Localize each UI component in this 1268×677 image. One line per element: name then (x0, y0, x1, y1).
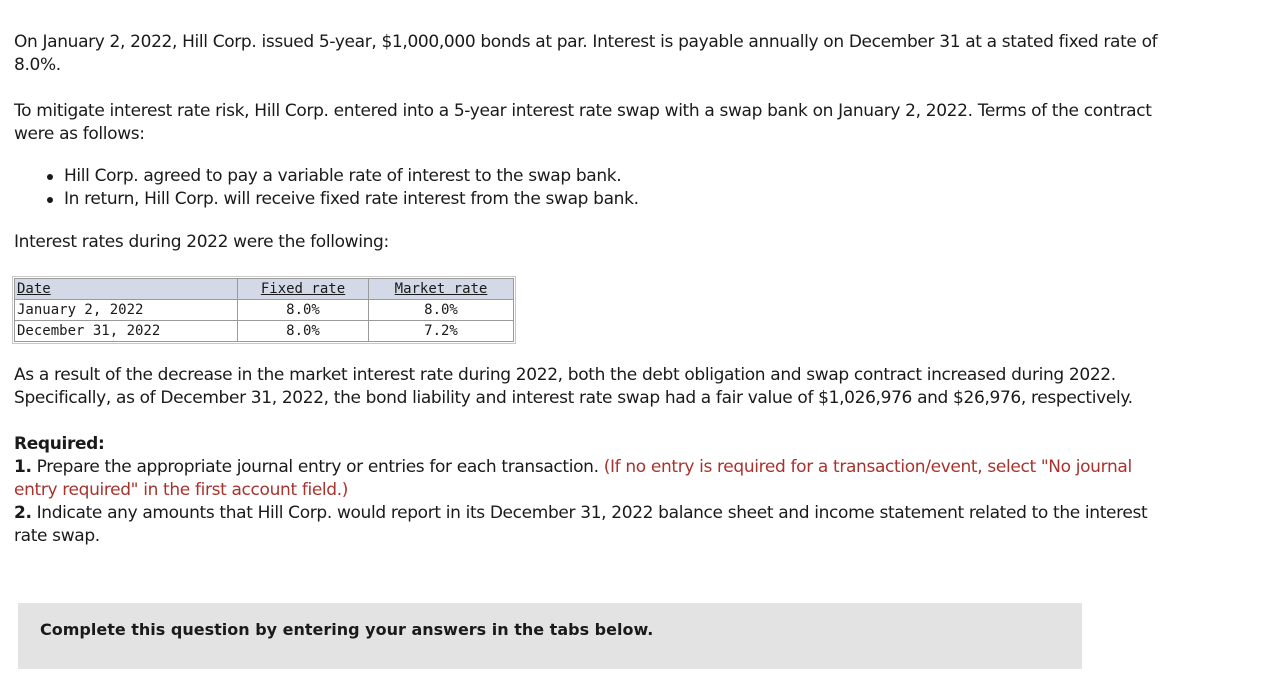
cell-market-rate: 8.0% (369, 300, 514, 321)
question-content (14, 31, 1174, 548)
swap-term-item: In return, Hill Corp. will receive fixed rate interest from the swap bank. (64, 188, 1174, 211)
column-header-fixed-rate: Fixed rate (238, 279, 369, 300)
required-title: Required: (14, 434, 105, 454)
required-item-number: 2. (14, 503, 32, 523)
cell-date: January 2, 2022 (15, 300, 238, 321)
required-item-1 (14, 456, 1174, 502)
cell-fixed-rate: 8.0% (238, 300, 369, 321)
result-paragraph: As a result of the decrease in the market interest rate during 2022, both the debt obligation and swap contract increased during 2022. Specifically, as of December 31, 2022, the bond liability and interest rate swap had a fair value of $1,026,976 and $26,976, respectively. (14, 365, 1133, 408)
required-item-2 (14, 502, 1174, 548)
cell-market-rate: 7.2% (369, 321, 514, 342)
required-section (14, 433, 1174, 548)
column-header-market-rate: Market rate (369, 279, 514, 300)
table-row (15, 321, 514, 342)
required-instruction-note: (If no entry is required for a transaction/event, select "No journal entry required" in the first account field.) (14, 457, 1132, 500)
required-item-number: 1. (14, 457, 32, 477)
column-header-date: Date (15, 279, 238, 300)
cell-date: December 31, 2022 (15, 321, 238, 342)
cell-fixed-rate: 8.0% (238, 321, 369, 342)
table-header-row (15, 279, 514, 300)
swap-terms-list (14, 165, 1174, 211)
required-item-text: Indicate any amounts that Hill Corp. would report in its December 31, 2022 balance sheet and income statement related to the interest rate swap. (14, 503, 1148, 546)
table-row (15, 300, 514, 321)
intro-paragraph-bonds: On January 2, 2022, Hill Corp. issued 5-year, $1,000,000 bonds at par. Interest is payable annually on December 31 at a stated fixed rate of 8.0%. (14, 32, 1158, 75)
required-item-text: Prepare the appropriate journal entry or entries for each transaction. (31, 457, 604, 477)
answer-tabs-banner (18, 603, 1082, 669)
banner-instruction-text: Complete this question by entering your answers in the tabs below. (40, 620, 654, 639)
rates-intro-text: Interest rates during 2022 were the following: (14, 232, 389, 252)
intro-paragraph-swap: To mitigate interest rate risk, Hill Corp. entered into a 5-year interest rate swap with a swap bank on January 2, 2022. Terms of the contract were as follows: (14, 101, 1152, 144)
interest-rates-table (14, 278, 514, 342)
swap-term-item: Hill Corp. agreed to pay a variable rate of interest to the swap bank. (64, 165, 1174, 188)
